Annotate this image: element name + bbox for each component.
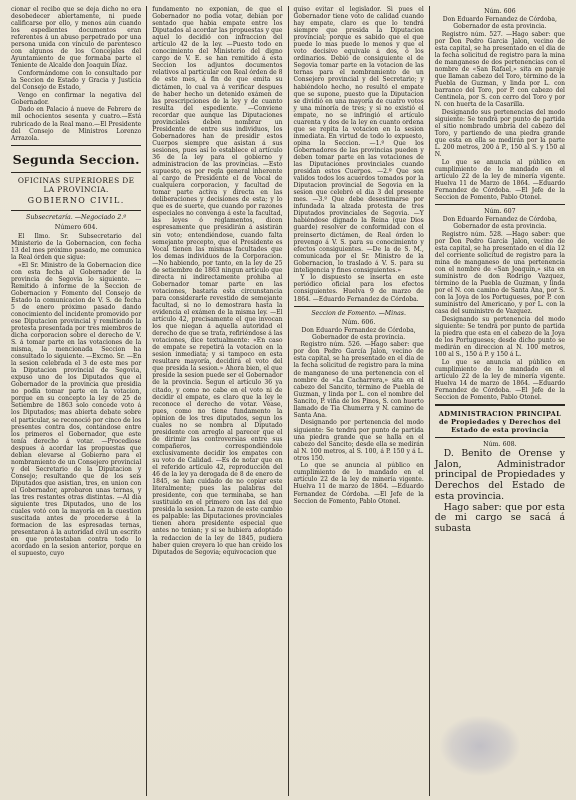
offices-title: OFICINAS SUPERIORES DE LA PROVINCIA. (17, 175, 135, 194)
notice-heading-2: Don Eduardo Fernandez de Córdoba, Gobernador de esta provincia. (442, 216, 557, 231)
large-notice-paragraph-2: Hago saber: que por esta de mi cargo se sacá á subasta (434, 501, 565, 534)
intro-paragraph-1: cionar el recibo que se deja dicho no era desobedecer abiertamente, ni puede calificarse por ello, y menos aún cuando los espedientes documentos eran referentes á un abuso perpetrado por una persona unida con vínculo de parentesco con algunos de los Concejales del Ayuntamiento de que formaba parte el Teniente de Alcalde don Joaquin Díaz. (11, 6, 142, 70)
notice-heading: Don Eduardo Fernandez de Córdoba, Gobernador de esta provincia. (301, 326, 416, 341)
admin-title: ADMINISTRACION PRINCIPAL de Propiedades y Derechos del Estado de esta provincia (438, 410, 562, 435)
body-paragraph-1: El Ilmo. Sr. Subsecretario del Ministerio de la Gobernacion, con fecha 13 del mes próximo pasado, me comunica la Real órden que sigue: (11, 232, 142, 261)
notice-number-3: Núm. 608. (483, 441, 517, 449)
notice-number-2: Núm. 607 (484, 208, 516, 216)
numero-heading: Número 604. (54, 222, 98, 231)
body-paragraph-2: «El Sr. Ministro de la Gobernacion dice con esta fecha al Gobernador de la provincia de Segovia lo siguiente. —Remitido á informe de la Seccion de Gobernacion y Fomento del Consejo de Estado la comunicacion de V. S. de fecha 5 de enero próximo pasado dando conocimiento del incidente promovido por ese Diputacion provincial y remitiendo la protesta presentada por tres miembros de dicha corporacion sobre el derecho de V. S. á tomar parte en las votaciones de la misma, la mencionada Seccion ha consultado lo siguiente. —Excmo. Sr. —En la sesion celebrada el 3 de este mes por la Diputacion provincial de Segovia, expuso uno de los Diputados que el Gobernador de la provincia que presidia no podia tomar parte en la votacion, porque en su concepto la ley de 25 de Setiembre de 1863 solo concede voto á los Diputados; mas abierta debate sobre el particular, se reconoció por cinco de los presentes contra dos, contándose entre los primeros el Gobernador, que este tenía derecho á votar. —Procediose despues á acordar las propuestas que debian elevarse al Gobierno para el nombramiento de un Consejero provincial y del Secretario de la Diputacion y Consejo; resultando que de los seis Diputados que asistian, tres, en union con el Gobernador, aprobaron unas ternas, y las tres restantes otras distintas. —Al dia siguiente tres Diputados, uno de los cuales votó con la mayoría en la cuestion suscitada antes de procederse á la formacion de las espresadas ternas, presentaron á la autoridad civil un escrito en que protestaban contra todo lo acordado en la sesion anterior, porque en el supuesto, cuyo (11, 261, 142, 558)
ink-stamp (440, 716, 520, 776)
notice-paragraph-3: Lo que se anuncia al público en cumplimiento de lo mandado en el artículo 22 de la ley de minería vigente. Huelva 11 de marzo de 1864. —Eduardo Fernandez de Córdoba. —El Jefe de la Seccion de Fomento, Pablo Otonel. (293, 462, 424, 505)
column-1 (6, 6, 146, 796)
column-2 (146, 6, 287, 796)
divider (435, 204, 565, 205)
large-notice-paragraph-1: D. Benito de Orense y Jalon, Administrador principal de Propiedades y Derechos del Estado de esta provincia. (434, 448, 565, 502)
divider (435, 437, 565, 438)
notice-1-paragraph-3: Lo que se anuncia al público en cumplimiento de lo mandado en el artículo 22 de la ley de minería vigente. Huelva 11 de Marzo de 1864. —Eduardo Fernandez de Córdoba. —El Jefe de la Seccion de Fomento, Pablo Otonel. (434, 158, 565, 201)
large-notice (435, 449, 565, 534)
section-title: Segunda Seccion. (12, 151, 140, 167)
body-paragraph-1: quiso evitar el legislador. Si pues el Gobernador tiene voto de calidad cuando hay empate, claro es que lo tendrá siempre que presida la Diputacion provincial; porque es sabido que el que puede lo mas puede lo menos y que el voto decisivo equivale á dos, ó los ordinarios. Debió de consiguiente el de Segovia tomar parte en la votacion de las ternas para el nombramiento de un Consejero provincial y del Secretario; y habiéndolo hecho, no resultó el empate que se supone, puesto que la Diputacion se dividió en una mayoría de cuatro votos y una minoría de tres; y si no existió el empate, no se infringió el artículo cuarenta y dos de la ley en cuanto ordena que se repita la votacion en la sesion inmediata. En virtud de todo lo expuesto, opina la Seccion. —1.º Que los Gobernadores de las provincias pueden y deben tomar parte en las votaciones de las Diputaciones provinciales cuando presidan estos Cuerpos. —2.º Que son validos todos los acuerdos tomados por la Diputacion provincial de Segovia en la sesion que celebró el dia 3 del presente mes. —3.º Que debe desestimarse por infundada la alzada protesta de tres Diputados provinciales de Segovia. —Y habiéndose dignado la Reina (que Dios guarde) resolver de conformidad con el preinserto dictámen, de Real órden lo prevengo á V. S. para su conocimiento y efectos consiguientes. —De la de S. M., comunicada por el Sr. Ministro de la Gobernacion, lo traslado á V. S. para su inteligencia y fines consiguientes.» (293, 6, 424, 274)
notice-paragraph-2: Designando por pertenencia del modo siguiente: Se tendrá por punto de partida una piedra grande que se halla en el cabezo del Sancito; desde ella se medirán al N. 100 metros, al S. 100, á P. 150 y á L. otros 150. (293, 419, 424, 462)
fomento-heading: Seccion de Fomento. —Minas. (311, 309, 406, 317)
body-paragraph-2: Y lo dispuesto se inserta en este periódico oficial para los efectos consiguientes. Huelva 9 de marzo de 1864. —Eduardo Fernandez de Córdoba. (293, 274, 424, 303)
column-4 (429, 6, 570, 796)
notice-1-paragraph-2: Designando sus pertenencias del modo siguiente: Se tendrá por punto de partida el sitio nombrado umbría del cabezo del Toro, y partiendo de una piedra grande que esta en ella se medirán por la parte L. 200 metros, 200 á P., 150 al S. y 150 al N. (434, 108, 565, 159)
intro-paragraph-2: Conformándome con lo consultado por la Seccion de Estado y Gracia y Justicia del Consejo de Estado, (11, 70, 142, 92)
subsecretaria-heading: Subsecretaría. —Negociado 2.º (26, 213, 127, 221)
notice-paragraph-1: Registro núm. 526. —Hago saber: que por don Pedro García Jalon, vecino de esta capital, se ha presentado en el dia de la fecha solicitud de registro para la mina de manganeso de una pertenencia con el nombre de «La Cacharrera,» sita en el cabezo del Sancito, término de Puebla de Guzman, y linda por L. con el nombre del Sancito, P. viña de los Pinos, S. con huerto llamado de Tia Chumerra y N. camino de Santa Ana. (293, 341, 424, 419)
divider (294, 306, 424, 307)
body-paragraph: fundamento no exponian, de que el Gobernador no podia votar, debian por sentado que habia empate entre los Diputados al acordar las propuestas y que aquel lo decidió con infraccion del artículo 42 de la ley. —Puesto todo en conocimiento del Ministerio del digno cargo de V. E. se han remitido á esta Seccion los adjuntos documentos relativos al particular con Real órden de 8 de este mes, á fin de que emita su dictámen, lo cual va á verificar despues de haber hecho un detenido exámen de las prescripciones de la ley y de cuanto resulta del espediente. —Conviene recordar que aunque las Diputaciones provinciales deben nombrar un Presidente de entre sus individuos, los Gobernadores han de presidir estos Cuerpos siempre que asistan á sus sesiones, pues así lo establece el artículo 36 de la ley para el gobierno y administracion de las provincias. —Esto supuesto, es por regla general inherente al cargo de Presidente el de Vocal de cualquiera corporacion, y facultad de tomar parte activa y directa en las deliberaciones y decisiones de esta; y lo que es de suerte, que cuando por razones especiales no convenga á este la facultad, las leyes ó reglamentos, dicen espresamente que presidirán á asistirán sin voto; entendiéndose, cuando falta semejante precepto, que el Presidente es Vocal tienen las mismas facultades que los demas individuos de la Corporacion. —No habiendo, por tanto, en la ley de 25 de setiembre de 1863 ningun artículo que directa ni indirectamente prohiba al Gobernador tomar parte en las votaciones, bastaria esta circunstancia para considerarle revestido de semejante facultad, si no lo demostrara hasta la evidencia el exámen de la misma ley. —El artículo 42, precisamente el que invocan los que niegan á aquella autoridad el derecho de que se trata, refiriéndose á las votaciones, dice textualmente: «En caso de empate se repetirá la votacion en la sesion inmediata; y si tampoco en esta resultare mayoría, decidirá el voto del que presida la sesion.» Ahora bien, el que preside la sesion puede ser el Gobernador de la provincia. Segun el artículo 36 ya citado, y como no cabe en el voto ni de decidir el empate, es claro que la ley le reconoce el derecho de votar. Véase, pues, como no tiene fundamento la opinion de los tres diputados, segun los cuales no se nombra al Diputado presidente con arreglo al parecer que el de dirimir las controversias entre sus compañeros, correspondiéndole exclusivamente decidir los empates con su voto de Calidad. —Es de notar que en el referido artículo 42, reproducción del 46 de la ley ya derogada de 8 de enero de 1845, se han cuidado de no copiar este literalmente; pues las palabras del presidente, con que terminaba, se han sustituido en el primero con las del que presida la sesion. La razon de este cambio es palpable: las Diputaciones provinciales tienen ahora presidente especial que antes no tenian; y si se hubiera adoptado la redaccion de la ley de 1845, pudiera haber quien creyera lo que han creido los Diputados de Segovia; equivocacion que (152, 6, 283, 556)
notice-1-paragraph-1: Registro núm. 527. —Hago saber: que por Don Pedro Garcia Jalon, vecino de esta capital, se ha presentado en el dia de la fecha solicitud de registro para la mina de manganeso de dos pertenencias con el nombre de «San Rafael,» sita en paraje que llaman cabezo del Toro, término de la Puebla de Guzman, y linda por L. con barranco del Toro, por P. con cabezo del Centinela, por S. con cerro del Toro y por N. con huerta de la Casarilla. (434, 30, 565, 109)
divider (11, 172, 141, 173)
notice-number-1: Núm. 606 (484, 8, 516, 15)
notice-2-paragraph-3: Lo que se anuncia al público en cumplimiento de lo mandado en el artículo 22 de la ley de minería vigente. Huelva 14 de marzo de 1864. —Eduardo Fernandez de Córdoba. —El Jefe de la Seccion de Fomento, Pablo Otonel. (434, 358, 565, 402)
notice-2-paragraph-2: Designando su pertenencia del modo siguiente: Se tendrá por punto de partida la piedra que esta en el cabezo de la Joya de los Portugueses; desde dicho punto se medirán en direccion al N. 100 metros, 100 al S., 150 á P. y 150 á L. (434, 315, 565, 359)
divider (11, 145, 141, 146)
double-divider (435, 404, 565, 407)
column-3 (288, 6, 429, 796)
notice-2-paragraph-1: Registro núm. 528. —Hago saber: que por Don Pedro García Jalon, vecino de esta capital, se ha presentado en el dia 12 del corriente solicitud de registro para la mina de manganeso de una pertenencia con el nombre de «San Joaquin,» sita en suministro de don Rodrigo Vazquez, término de la Puebla de Guzman, y linda por el N. con camino de Santa Ana, por S. con la Joya de los Portugueses, por P. con suministro del Americano, y por L. con la casa del suministro de Vazquez. (434, 230, 565, 316)
intro-paragraph-4: Dado en Palacio á nueve de Febrero de mil ochocientos sesenta y cuatro.—Está rubricado de la Real mano.—El Presidente del Consejo de Ministros Lorenzo Arrazola. (11, 106, 142, 142)
notice-heading-1: Don Eduardo Fernandez de Córdoba, Gobernador de esta provincia. (442, 16, 557, 31)
notice-number: Núm. 606. (341, 318, 376, 326)
divider (11, 210, 141, 211)
intro-paragraph-3: Vengo en confirmar la negativa del Gobernador. (11, 91, 142, 106)
gov-title: GOBIERNO CIVIL. (27, 195, 125, 205)
